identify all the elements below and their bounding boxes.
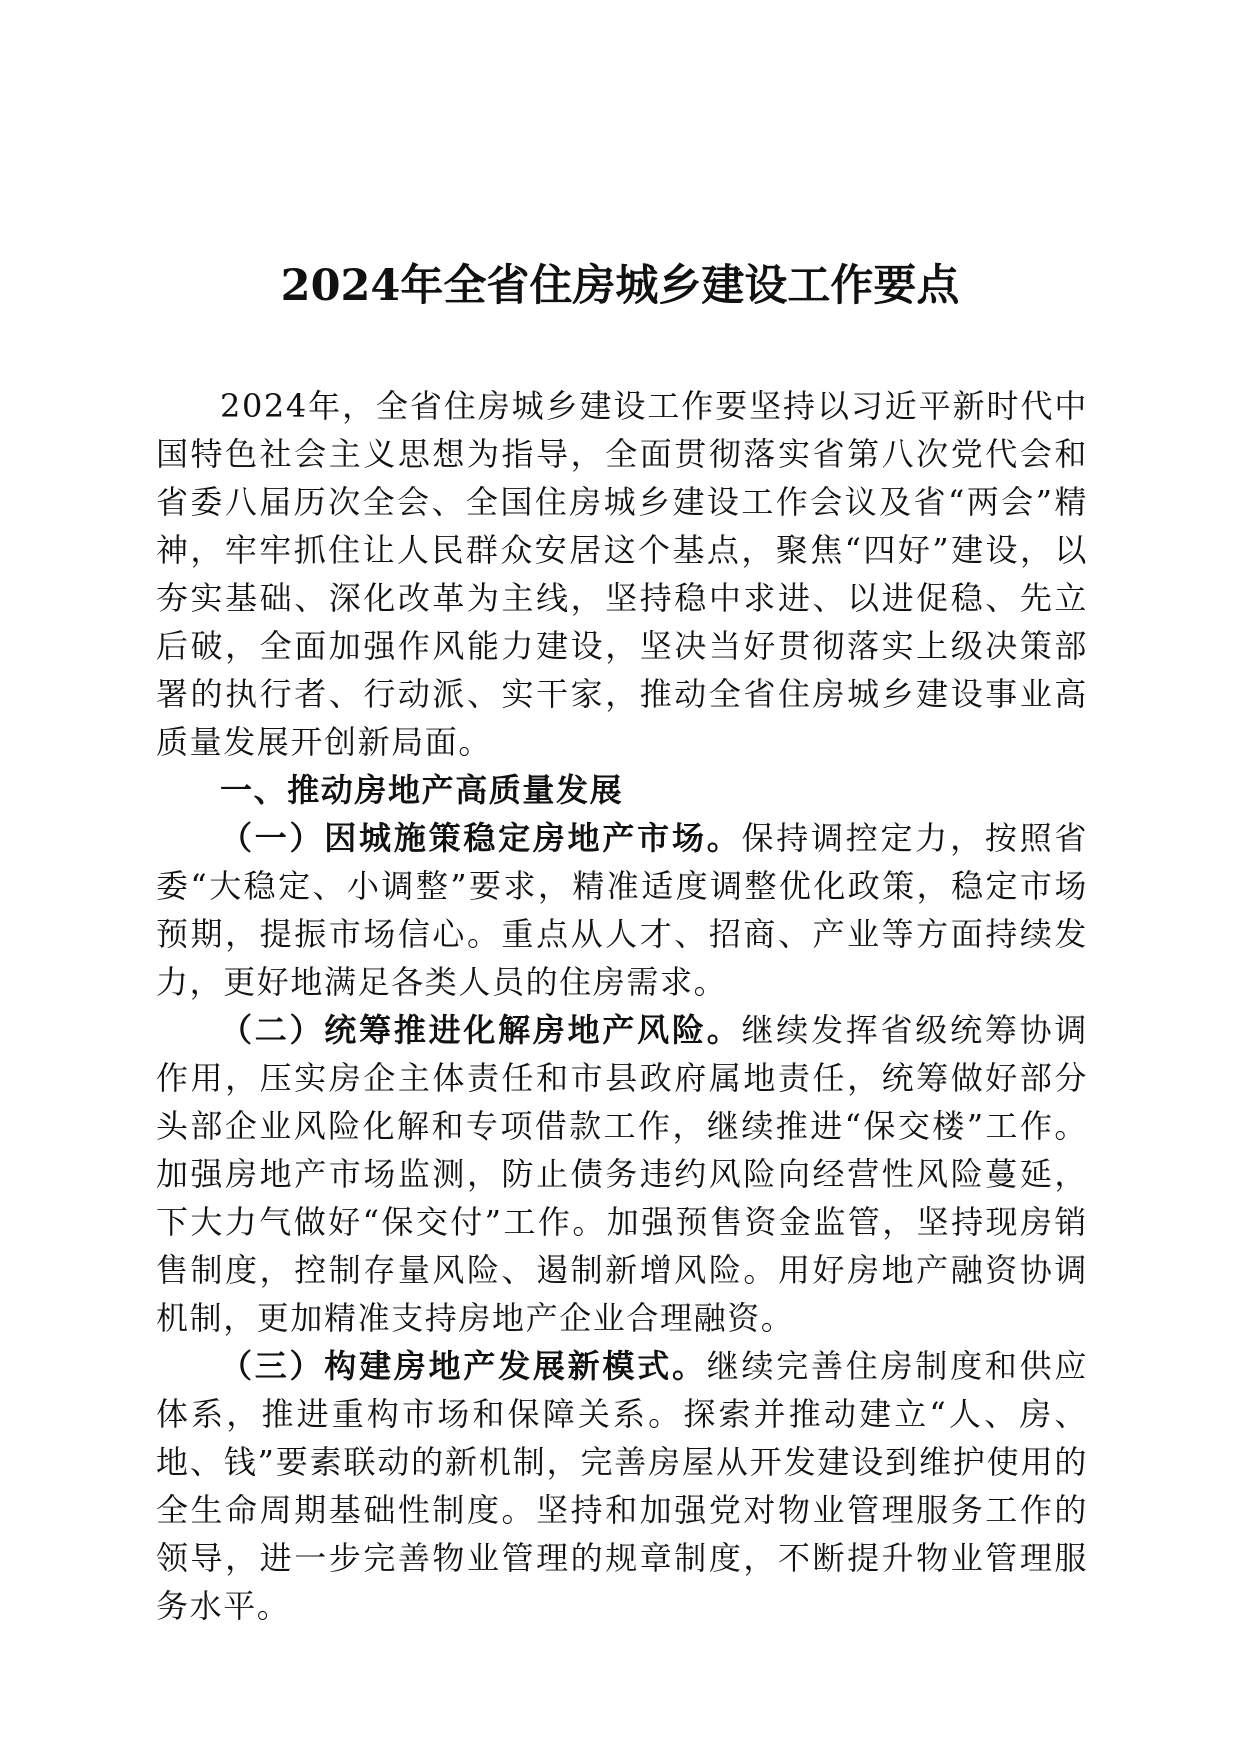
item-paragraph-1 — [156, 814, 1088, 1006]
item-text-3: 继续完善住房制度和供应体系，推进重构市场和保障关系。探索并推动建立“人、房、地、钱”要素联动的新机制，完善房屋从开发建设到维护使用的全生命周期基础性制度。坚持和加强党对物业管理服务工作的领导，进一步完善物业管理的规章制度，不断提升物业管理服务水平。 — [156, 1347, 1088, 1625]
document-body — [156, 382, 1088, 1630]
document-title: 2024年全省住房城乡建设工作要点 — [280, 261, 960, 311]
item-paragraph-3 — [156, 1342, 1088, 1630]
item-paragraph-2 — [156, 1006, 1088, 1342]
item-text-1: 保持调控定力，按照省委“大稳定、小调整”要求，精准适度调整优化政策，稳定市场预期，提振市场信心。重点从人才、招商、产业等方面持续发力，更好地满足各类人员的住房需求。 — [156, 819, 1088, 1001]
section-heading-1: 一、推动房地产高质量发展 — [220, 771, 624, 809]
item-text-2: 继续发挥省级统筹协调作用，压实房企主体责任和市县政府属地责任，统筹做好部分头部企业风险化解和专项借款工作，继续推进“保交楼”工作。加强房地产市场监测，防止债务违约风险向经营性风险蔓延，下大力气做好“保交付”工作。加强预售资金监管，坚持现房销售制度，控制存量风险、遏制新增风险。用好房地产融资协调机制，更加精准支持房地产企业合理融资。 — [156, 1011, 1088, 1337]
item-lead-3: （三）构建房地产发展新模式。 — [220, 1347, 707, 1385]
item-lead-1: （一）因城施策稳定房地产市场。 — [220, 819, 742, 857]
item-lead-2: （二）统筹推进化解房地产风险。 — [220, 1011, 742, 1049]
intro-paragraph: 2024年，全省住房城乡建设工作要坚持以习近平新时代中国特色社会主义思想为指导，全面贯彻落实省第八次党代会和省委八届历次全会、全国住房城乡建设工作会议及省“两会”精神，牢牢抓住让人民群众安居这个基点，聚焦“四好”建设，以夯实基础、深化改革为主线，坚持稳中求进、以进促稳、先立后破，全面加强作风能力建设，坚决当好贯彻落实上级决策部署的执行者、行动派、实干家，推动全省住房城乡建设事业高质量发展开创新局面。 — [156, 387, 1088, 761]
